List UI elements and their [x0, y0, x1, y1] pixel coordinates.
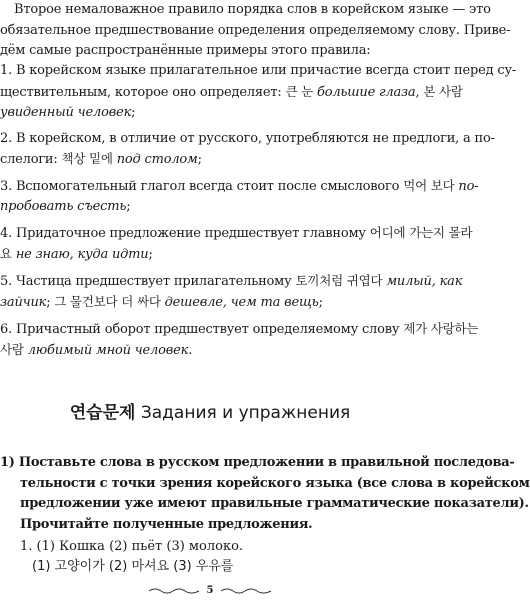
- korean-example: 그 물건보다 더 싸다: [54, 294, 161, 309]
- translation: не знаю, куда идти: [11, 247, 149, 262]
- intro-paragraph: [0, 0, 511, 62]
- korean-example: 책상 밑에: [61, 151, 113, 166]
- page-number: 5: [206, 585, 214, 596]
- rule-line: [0, 176, 479, 198]
- punctuation: ;: [318, 295, 323, 310]
- rule-number: 2.: [0, 130, 13, 146]
- rule-line: [0, 292, 420, 314]
- intro-line: обязательное предшествование определения определяемому слову. Приве-: [0, 22, 511, 38]
- punctuation: ;: [197, 152, 202, 167]
- punctuation: ;: [126, 199, 131, 214]
- korean-example: 제가 사랑하는: [403, 320, 479, 336]
- rule-item: [0, 223, 473, 266]
- exercise-line: тельности с точки зрения корейского языка (все слова в корейском: [20, 475, 530, 491]
- rule-line: [0, 61, 517, 82]
- korean-example: 먹어 보다: [403, 177, 455, 193]
- punctuation: ;: [148, 247, 153, 262]
- exercise-line: [0, 453, 515, 474]
- rule-line: [0, 197, 420, 218]
- korean-example: 요: [0, 246, 12, 261]
- rule-line: [0, 82, 463, 104]
- punctuation: ;: [131, 105, 136, 120]
- translation: зайчик: [0, 295, 47, 310]
- punctuation: .: [188, 343, 193, 358]
- rule-line: [0, 149, 420, 171]
- korean-example: 토끼처럼 귀엽다: [295, 272, 383, 288]
- rule-item: [0, 176, 479, 218]
- translation: по-: [454, 178, 479, 194]
- rule-item: [0, 61, 517, 124]
- rule-line: [0, 271, 463, 293]
- korean-example: 사람: [0, 342, 24, 357]
- separator: ,: [415, 84, 424, 100]
- rule-text: В корейском языке прилагательное или причастие всегда стоит перед су-: [15, 63, 517, 78]
- translation: дешевле, чем та вещь: [160, 295, 319, 310]
- exercise-line: Прочитайте полученные предложения.: [20, 516, 313, 532]
- section-heading-korean: 연습문제: [69, 403, 136, 423]
- page-footer: [0, 583, 420, 600]
- translation: увиденный человек: [0, 105, 132, 120]
- rule-line: [0, 223, 473, 245]
- rule-line: [0, 340, 420, 362]
- rule-number: 5.: [0, 273, 13, 289]
- rule-text: Частица предшествует прилагательному: [15, 273, 296, 289]
- rule-text: В корейском, в отличие от русского, употребляются не предлоги, а по-: [15, 130, 495, 146]
- rule-number: 6.: [0, 321, 13, 337]
- wave-ornament-right-icon: [220, 587, 272, 595]
- rule-item: [0, 129, 495, 171]
- rule-item: [0, 319, 479, 362]
- rule-text: Причастный оборот предшествует определяемому слову: [15, 321, 404, 337]
- rule-item: [0, 271, 463, 314]
- rule-line: [0, 319, 479, 341]
- rule-text: ществительным, которое оно определяет:: [0, 84, 286, 100]
- rule-text: Придаточное предложение предшествует главному: [15, 225, 370, 241]
- exercise-instruction: [0, 453, 530, 535]
- translation: милый, как: [382, 273, 463, 289]
- korean-example: 어디에 가는지 몰라: [369, 224, 473, 240]
- intro-line: Второе немаловажное правило порядка слов в корейском языке — это: [14, 2, 491, 17]
- rules-list: [0, 61, 517, 367]
- translation: пробовать съесть: [0, 199, 127, 214]
- task-sentence-korean: (1) 고양이가 (2) 마셔요 (3) 우유를: [32, 559, 234, 574]
- intro-line: дём самые распространённые примеры этого правила:: [0, 43, 371, 58]
- rule-line: [0, 103, 420, 124]
- rule-line: [0, 244, 420, 266]
- translation: под столом: [112, 152, 198, 167]
- exercise-line: предложении уже имеют правильные грамматические показатели).: [20, 496, 529, 511]
- separator: ;: [46, 295, 55, 310]
- rule-text: слелоги:: [0, 152, 62, 167]
- rule-number: 1.: [0, 63, 13, 78]
- translation: любимый мной человек: [23, 343, 189, 358]
- rule-number: 4.: [0, 225, 13, 241]
- rule-line: [0, 129, 495, 150]
- korean-example: 큰 눈: [285, 83, 314, 99]
- exercise-number: 1): [0, 455, 15, 470]
- section-heading: [0, 401, 420, 425]
- exercise-text: Поставьте слова в русском предложении в правильной последова-: [18, 455, 515, 470]
- section-heading-russian: Задания и упражнения: [135, 403, 351, 423]
- rule-number: 3.: [0, 178, 13, 194]
- translation: большие глаза: [313, 84, 416, 100]
- korean-example: 본 사람: [423, 83, 463, 99]
- rule-text: Вспомогательный глагол всегда стоит после смыслового: [15, 178, 404, 194]
- task-sentence-russian: 1. (1) Кошка (2) пьёт (3) молоко.: [20, 539, 244, 554]
